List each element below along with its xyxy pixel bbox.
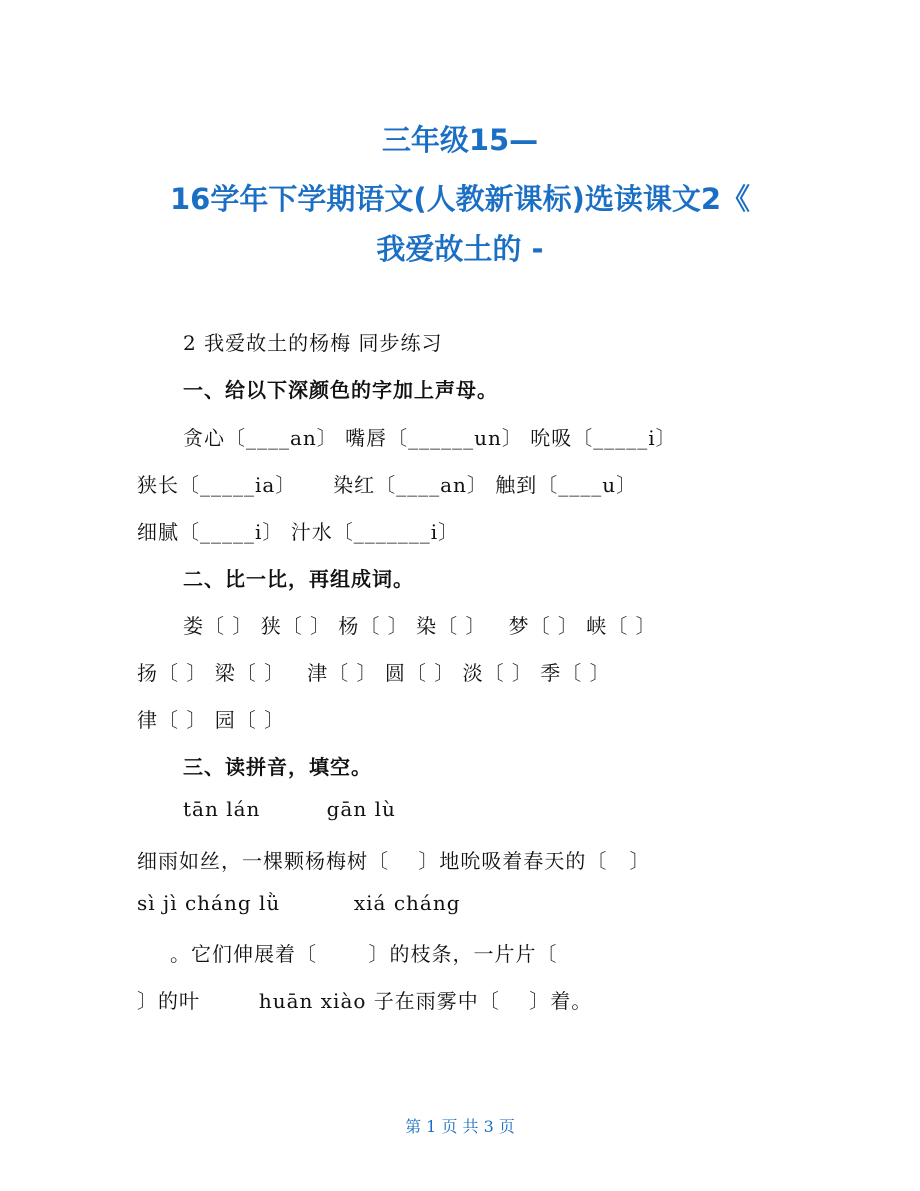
text-line: 〕的叶 huān xiào 子在雨雾中〔 〕着。 <box>137 989 593 1013</box>
page-footer: 第 1 页 共 3 页 <box>405 1117 515 1136</box>
title-line-3: 我爱故土的 - <box>376 232 544 266</box>
section3-heading: 三、读拼音，填空。 <box>183 755 372 779</box>
text-line: 。它们伸展着〔 〕的枝条，一片片〔 <box>170 942 558 966</box>
section1-row: 贪心〔____an〕 嘴唇〔______un〕 吮吸〔_____i〕 <box>183 426 677 450</box>
subtitle: 2 我爱故土的杨梅 同步练习 <box>183 331 443 355</box>
text-line: 细雨如丝，一棵颗杨梅树〔 〕地吮吸着春天的〔 〕 <box>137 849 651 873</box>
section2-row: 娄〔 〕 狭〔 〕 杨〔 〕 染〔 〕 梦〔 〕 峡〔 〕 <box>183 614 657 638</box>
section2-row: 扬〔 〕 梁〔 〕 津〔 〕 圆〔 〕 淡〔 〕 季〔 〕 <box>137 661 611 685</box>
section2-row: 律〔 〕 园〔 〕 <box>137 708 286 732</box>
section1-heading: 一、给以下深颜色的字加上声母。 <box>183 378 498 402</box>
pinyin-line: sì jì cháng lǜ xiá cháng <box>137 891 461 915</box>
section2-heading: 二、比一比，再组成词。 <box>183 567 414 591</box>
title-line-2: 16学年下学期语文(人教新课标)选读课文2《 <box>169 182 751 216</box>
section1-row: 细腻〔_____i〕 汁水〔_______i〕 <box>137 520 460 544</box>
section1-row: 狭长〔_____ia〕 染红〔____an〕 触到〔____u〕 <box>137 473 638 497</box>
title-line-1: 三年级15— <box>381 123 539 157</box>
pinyin-line: tān lán gān lù <box>183 797 396 821</box>
